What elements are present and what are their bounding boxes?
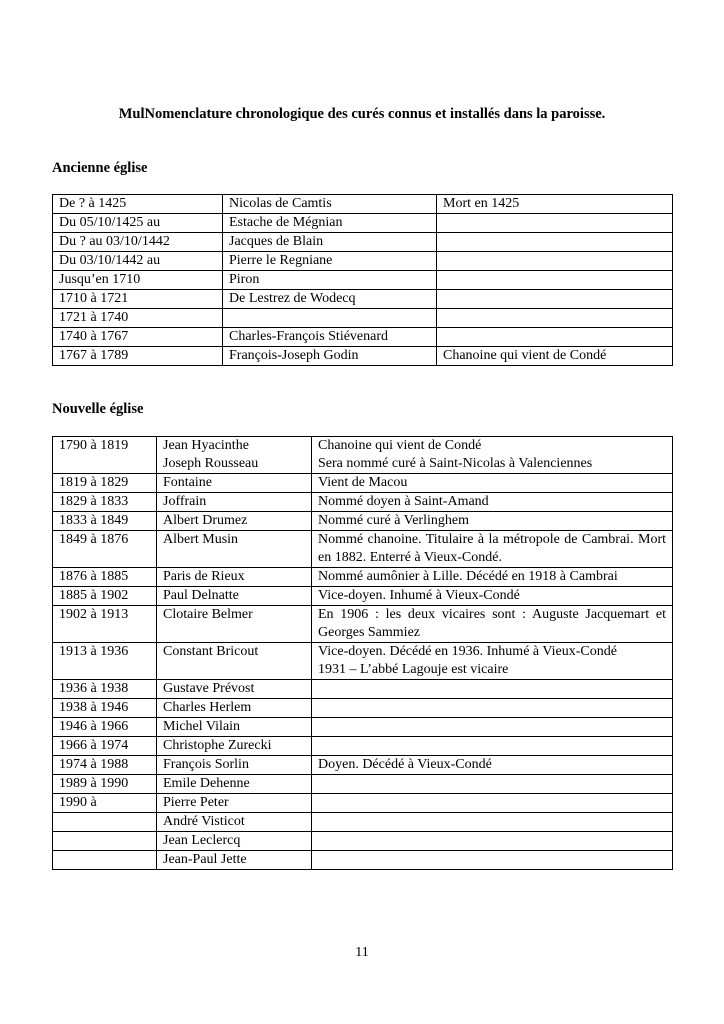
note-cell [312, 851, 673, 870]
note-line: Vice-doyen. Décédé en 1936. Inhumé à Vieux-Condé [318, 644, 617, 659]
cure-name-cell [157, 680, 312, 699]
table-row [53, 195, 673, 214]
note-cell [312, 493, 673, 512]
table-row [53, 851, 673, 870]
cure-name-cell [157, 512, 312, 531]
table-row [53, 606, 673, 643]
table-row [53, 309, 673, 328]
table-row [53, 328, 673, 347]
period-cell: 1974 à 1988 [53, 756, 157, 775]
cure-name-line: Jean-Paul Jette [163, 852, 247, 867]
note-line: Vient de Macou [318, 475, 408, 490]
note-cell [312, 474, 673, 493]
note-line: Vice-doyen. Inhumé à Vieux-Condé [318, 588, 520, 603]
note-cell [437, 290, 673, 309]
note-cell [312, 437, 673, 474]
note-line: Doyen. Décédé à Vieux-Condé [318, 757, 492, 772]
period-cell: 1902 à 1913 [53, 606, 157, 643]
table-row [53, 214, 673, 233]
cure-name-cell: Estache de Mégnian [223, 214, 437, 233]
table-row [53, 233, 673, 252]
note-cell: Chanoine qui vient de Condé [437, 347, 673, 366]
note-cell [437, 214, 673, 233]
cure-name-line: Paris de Rieux [163, 569, 245, 584]
cure-name-cell [157, 531, 312, 568]
table-row [53, 756, 673, 775]
table-row [53, 794, 673, 813]
period-cell: Du 05/10/1425 au [53, 214, 223, 233]
period-cell: De ? à 1425 [53, 195, 223, 214]
cure-name-cell [157, 493, 312, 512]
note-cell [437, 271, 673, 290]
period-cell: 1849 à 1876 [53, 531, 157, 568]
note-cell [312, 531, 673, 568]
cure-name-cell [157, 474, 312, 493]
note-line: Nommé chanoine. Titulaire à la métropole de Cambrai. Mort en 1882. Enterré à Vieux-Condé. [318, 532, 666, 565]
cure-name-cell [157, 832, 312, 851]
cure-name-line: Joffrain [163, 494, 207, 509]
note-cell [312, 587, 673, 606]
table-row [53, 718, 673, 737]
cure-name-cell [157, 568, 312, 587]
cure-name-cell [157, 737, 312, 756]
period-cell: 1710 à 1721 [53, 290, 223, 309]
cure-name-cell [157, 643, 312, 680]
cure-name-cell: Charles-François Stiévenard [223, 328, 437, 347]
cure-name-line: Constant Bricout [163, 644, 259, 659]
period-cell: 1990 à [53, 794, 157, 813]
cure-name-line: Fontaine [163, 475, 212, 490]
cure-name-line: André Visticot [163, 814, 245, 829]
note-cell [312, 643, 673, 680]
cure-name-cell: François-Joseph Godin [223, 347, 437, 366]
note-cell [312, 718, 673, 737]
note-cell [437, 328, 673, 347]
note-line: 1931 – L’abbé Lagouje est vicaire [318, 662, 509, 677]
cure-name-cell: Pierre le Regniane [223, 252, 437, 271]
cure-name-line: Pierre Peter [163, 795, 229, 810]
note-cell [312, 606, 673, 643]
cure-name-cell: Piron [223, 271, 437, 290]
cure-name-line: Jean Hyacinthe [163, 438, 249, 453]
table-row [53, 813, 673, 832]
note-cell [437, 309, 673, 328]
period-cell: 1913 à 1936 [53, 643, 157, 680]
note-line: Sera nommé curé à Saint-Nicolas à Valenciennes [318, 456, 593, 471]
cure-name-cell [157, 718, 312, 737]
page-number: 11 [355, 945, 369, 960]
period-cell: 1767 à 1789 [53, 347, 223, 366]
period-cell [53, 851, 157, 870]
period-cell: 1833 à 1849 [53, 512, 157, 531]
period-cell: 1876 à 1885 [53, 568, 157, 587]
period-cell [53, 832, 157, 851]
cure-name-cell [157, 794, 312, 813]
table-row [53, 437, 673, 474]
table-row [53, 643, 673, 680]
table-nouvelle-eglise [52, 436, 673, 870]
note-cell: Mort en 1425 [437, 195, 673, 214]
note-cell [312, 832, 673, 851]
table-row [53, 474, 673, 493]
note-cell [312, 680, 673, 699]
cure-name-line: Gustave Prévost [163, 681, 255, 696]
table-row [53, 775, 673, 794]
note-cell [312, 512, 673, 531]
cure-name-line: Charles Herlem [163, 700, 252, 715]
cure-name-line: Paul Delnatte [163, 588, 239, 603]
cure-name-cell [223, 309, 437, 328]
table-row [53, 493, 673, 512]
cure-name-line: François Sorlin [163, 757, 249, 772]
section-heading-ancienne-eglise: Ancienne église [52, 160, 148, 176]
period-cell [53, 813, 157, 832]
table-row [53, 512, 673, 531]
period-cell: 1740 à 1767 [53, 328, 223, 347]
cure-name-line: Albert Musin [163, 532, 239, 547]
section-heading-nouvelle-eglise: Nouvelle église [52, 401, 144, 417]
cure-name-cell: Jacques de Blain [223, 233, 437, 252]
note-cell [312, 737, 673, 756]
period-cell: 1790 à 1819 [53, 437, 157, 474]
table-row [53, 568, 673, 587]
note-cell [312, 813, 673, 832]
cure-name-line: Christophe Zurecki [163, 738, 272, 753]
table-row [53, 832, 673, 851]
cure-name-cell [157, 851, 312, 870]
table-row [53, 290, 673, 309]
cure-name-cell [157, 756, 312, 775]
table-row [53, 699, 673, 718]
note-cell [312, 775, 673, 794]
note-line: En 1906 : les deux vicaires sont : Auguste Jacquemart et Georges Sammiez [318, 607, 666, 640]
note-cell [437, 252, 673, 271]
note-cell [312, 756, 673, 775]
period-cell: 1938 à 1946 [53, 699, 157, 718]
period-cell: 1966 à 1974 [53, 737, 157, 756]
cure-name-line: Jean Leclercq [163, 833, 241, 848]
note-cell [312, 568, 673, 587]
period-cell: 1989 à 1990 [53, 775, 157, 794]
note-cell [312, 699, 673, 718]
cure-name-cell [157, 813, 312, 832]
table-ancienne-eglise [52, 194, 673, 366]
table-row [53, 271, 673, 290]
period-cell: 1946 à 1966 [53, 718, 157, 737]
document-title: MulNomenclature chronologique des curés connus et installés dans la paroisse. [118, 106, 606, 122]
period-cell: 1721 à 1740 [53, 309, 223, 328]
cure-name-cell: Nicolas de Camtis [223, 195, 437, 214]
cure-name-line: Albert Drumez [163, 513, 248, 528]
cure-name-cell [157, 699, 312, 718]
note-line: Chanoine qui vient de Condé [318, 438, 482, 453]
cure-name-cell: De Lestrez de Wodecq [223, 290, 437, 309]
cure-name-cell [157, 587, 312, 606]
note-line: Nommé doyen à Saint-Amand [318, 494, 489, 509]
cure-name-line: Emile Dehenne [163, 776, 250, 791]
table-row [53, 252, 673, 271]
cure-name-cell [157, 606, 312, 643]
period-cell: Jusqu’en 1710 [53, 271, 223, 290]
cure-name-cell [157, 437, 312, 474]
table-row [53, 587, 673, 606]
table-row [53, 737, 673, 756]
period-cell: 1936 à 1938 [53, 680, 157, 699]
note-cell [437, 233, 673, 252]
note-cell [312, 794, 673, 813]
period-cell: Du ? au 03/10/1442 [53, 233, 223, 252]
table-row [53, 531, 673, 568]
table-row [53, 347, 673, 366]
cure-name-line: Michel Vilain [163, 719, 241, 734]
cure-name-line: Joseph Rousseau [163, 456, 259, 471]
period-cell: 1819 à 1829 [53, 474, 157, 493]
period-cell: 1885 à 1902 [53, 587, 157, 606]
cure-name-cell [157, 775, 312, 794]
table-row [53, 680, 673, 699]
note-line: Nommé curé à Verlinghem [318, 513, 469, 528]
period-cell: 1829 à 1833 [53, 493, 157, 512]
period-cell: Du 03/10/1442 au [53, 252, 223, 271]
note-line: Nommé aumônier à Lille. Décédé en 1918 à Cambrai [318, 569, 618, 584]
cure-name-line: Clotaire Belmer [163, 607, 253, 622]
